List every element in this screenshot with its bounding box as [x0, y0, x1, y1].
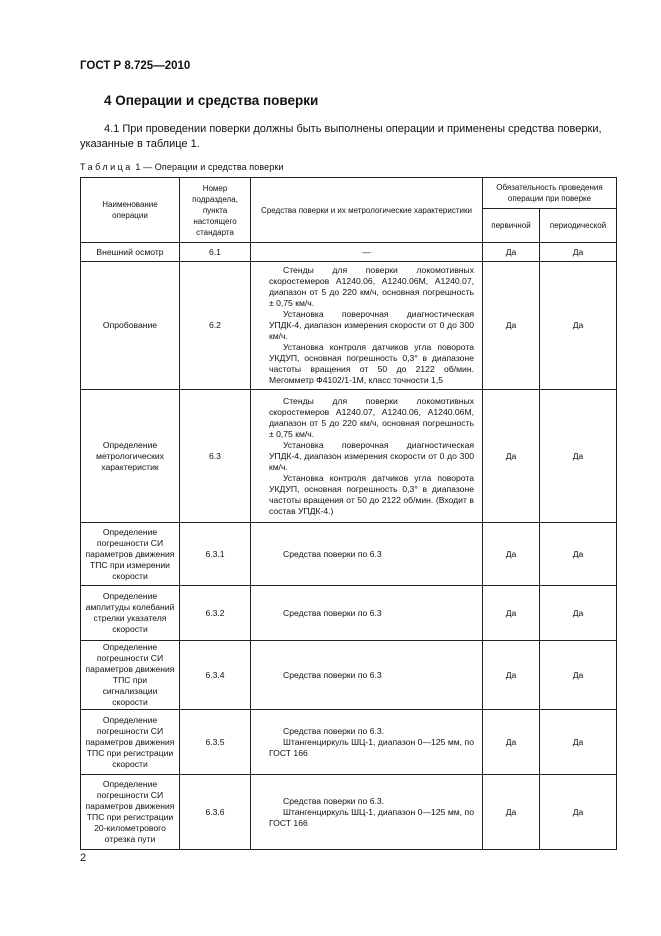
operation-name: Определение погрешности СИ параметров движения ТПС при измерении скорости — [81, 523, 180, 586]
means-line: Средства поверки по 6.3. — [283, 795, 385, 806]
means-cell — [251, 243, 483, 262]
periodic-mark: Да — [540, 523, 617, 586]
primary-mark: Да — [483, 390, 540, 523]
periodic-mark: Да — [540, 641, 617, 710]
primary-mark: Да — [483, 775, 540, 850]
operation-name: Опробование — [81, 262, 180, 390]
periodic-mark: Да — [540, 243, 617, 262]
table-caption — [80, 162, 284, 172]
table-row — [81, 775, 617, 850]
means-cell — [251, 262, 483, 390]
means-line: Установка поверочная диагностическая УПДК-4, диапазон измерения скорости от 0 до 300 км/ч. — [269, 439, 474, 472]
means-line: Штангенциркуль ШЦ-1, диапазон 0—125 мм, по ГОСТ 166 — [269, 806, 474, 828]
table-header-row — [81, 178, 617, 209]
table-body — [81, 178, 617, 850]
header-clause: Номер подраздела, пункта настоящего стандарта — [180, 178, 251, 243]
caption-label: Таблица — [80, 162, 133, 172]
section-title: 4 Операции и средства поверки — [104, 93, 319, 108]
means-line: Средства поверки по 6.3 — [283, 669, 382, 680]
table-row — [81, 586, 617, 641]
means-line: Стенды для поверки локомотивных скоростемеров А1240.07, А1240.06, А1240.06М, диапазон от 5 до 220 км/ч, основная погрешность ± 0,75 км/ч. — [269, 395, 474, 439]
primary-mark: Да — [483, 641, 540, 710]
clause-number: 6.3.6 — [180, 775, 251, 850]
means-line: Средства поверки по 6.3. — [283, 725, 385, 736]
intro-paragraph: 4.1 При проведении поверки должны быть выполнены операции и применены средства поверки, указанные в таблице 1. — [80, 123, 602, 150]
clause-number: 6.3.2 — [180, 586, 251, 641]
means-cell — [251, 390, 483, 523]
periodic-mark: Да — [540, 775, 617, 850]
table-row — [81, 641, 617, 710]
header-means: Средства поверки и их метрологические характеристики — [251, 178, 483, 243]
page-number: 2 — [80, 852, 87, 864]
periodic-mark: Да — [540, 586, 617, 641]
table-row — [81, 390, 617, 523]
periodic-mark: Да — [540, 390, 617, 523]
means-cell — [251, 641, 483, 710]
clause-number: 6.3.4 — [180, 641, 251, 710]
clause-number: 6.3.5 — [180, 710, 251, 775]
operation-name: Внешний осмотр — [81, 243, 180, 262]
operation-name: Определение погрешности СИ параметров движения ТПС при регистрации скорости — [81, 710, 180, 775]
table-row — [81, 243, 617, 262]
header-primary: первичной — [483, 209, 540, 243]
operation-name: Определение погрешности СИ параметров движения ТПС при сигнализации скорости — [81, 641, 180, 710]
means-line: Установка поверочная диагностическая УПДК-4, диапазон измерения скорости от 0 до 300 км/ч. — [269, 309, 474, 341]
operation-name: Определение погрешности СИ параметров движения ТПС при регистрации 20-километрового отрезка пути — [81, 775, 180, 850]
means-line: — — [362, 246, 371, 257]
periodic-mark: Да — [540, 262, 617, 390]
means-line: Стенды для поверки локомотивных скоростемеров А1240.06, А1240.06М, А1240.07, диапазон от 5 до 220 км/ч, основная погрешность ± 0,75 км/ч. — [269, 265, 474, 308]
primary-mark: Да — [483, 243, 540, 262]
means-cell — [251, 586, 483, 641]
periodic-mark: Да — [540, 710, 617, 775]
clause-number: 6.2 — [180, 262, 251, 390]
header-required: Обязательность проведения операции при поверке — [483, 178, 617, 209]
caption-text: 1 — Операции и средства поверки — [132, 162, 284, 172]
means-line: Средства поверки по 6.3 — [283, 607, 382, 618]
clause-number: 6.3 — [180, 390, 251, 523]
header-periodic: периодической — [540, 209, 617, 243]
means-line: Штангенциркуль ШЦ-1, диапазон 0—125 мм, по ГОСТ 166 — [269, 736, 474, 758]
means-line: Средства поверки по 6.3 — [283, 548, 382, 559]
table-row — [81, 710, 617, 775]
table-row — [81, 523, 617, 586]
means-line: Установка контроля датчиков угла поворота УКДУП, основная погрешность 0,3° в диапазоне частоты вращения от 50 до 2122 об/мин. (Входит в состав УПДК-4.) — [269, 472, 474, 516]
means-cell — [251, 523, 483, 586]
primary-mark: Да — [483, 523, 540, 586]
operation-name: Определение метрологических характеристик — [81, 390, 180, 523]
document-header: ГОСТ Р 8.725—2010 — [80, 60, 191, 72]
means-cell — [251, 775, 483, 850]
operation-name: Определение амплитуды колебаний стрелки указателя скорости — [81, 586, 180, 641]
primary-mark: Да — [483, 262, 540, 390]
header-operation: Наименование операции — [81, 178, 180, 243]
primary-mark: Да — [483, 710, 540, 775]
table-row — [81, 262, 617, 390]
operations-table — [80, 177, 617, 850]
clause-number: 6.3.1 — [180, 523, 251, 586]
primary-mark: Да — [483, 586, 540, 641]
clause-number: 6.1 — [180, 243, 251, 262]
means-line: Установка контроля датчиков угла поворота УКДУП, основная погрешность 0,3° в диапазоне частоты вращения от 50 до 2122 об/мин. Мегомметр Ф4102/1-1М, класс точности 1,5 — [269, 342, 474, 385]
means-cell — [251, 710, 483, 775]
